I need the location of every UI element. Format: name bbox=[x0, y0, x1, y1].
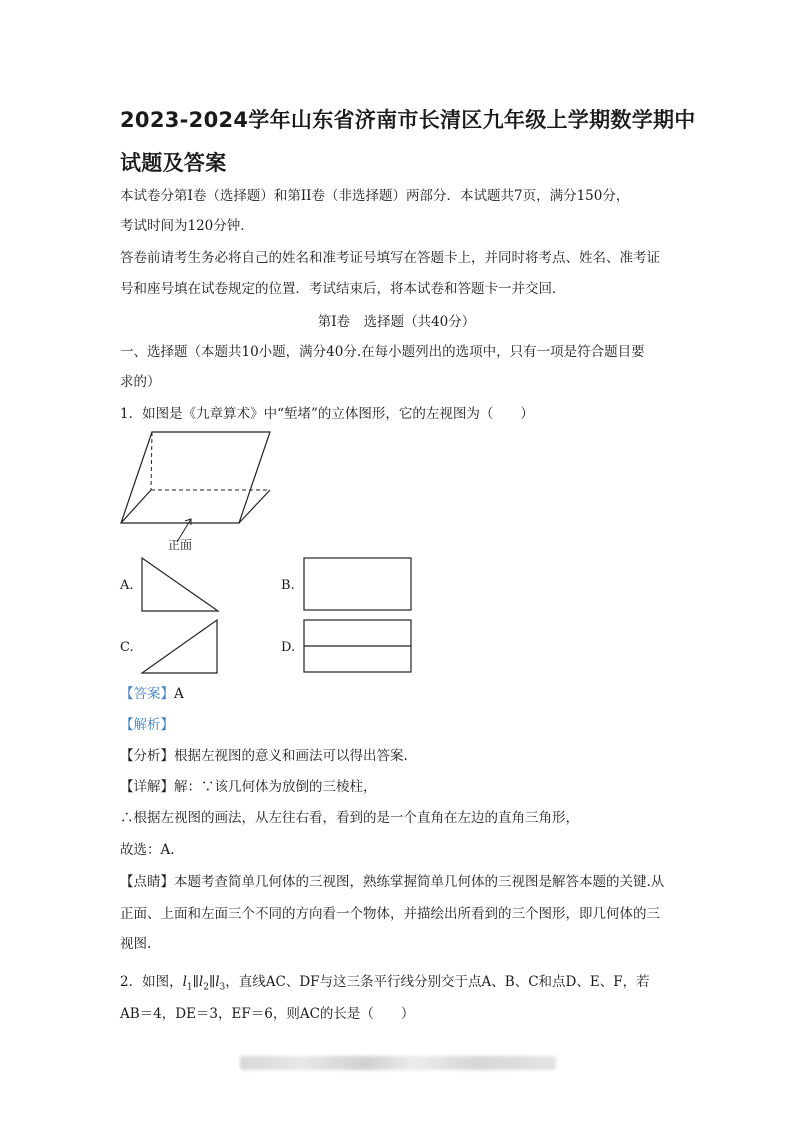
intro-line-4: 号和座号填在试卷规定的位置．考试结束后，将本试卷和答题卡一并交回． bbox=[120, 281, 566, 297]
option-a-figure bbox=[141, 557, 221, 613]
l1-sub: 1 bbox=[186, 982, 193, 993]
q2-line-2: AB＝4，DE＝3，EF＝6，则AC的长是（ ） bbox=[120, 1006, 415, 1022]
option-a-label: A. bbox=[120, 578, 134, 593]
option-c-figure bbox=[141, 619, 221, 675]
dianjing-tag: 【点睛】 bbox=[120, 874, 174, 890]
option-c-label: C. bbox=[120, 640, 134, 655]
dianjing-line-3: 视图. bbox=[120, 936, 152, 952]
l1-letter: l bbox=[182, 974, 187, 990]
fenxi-tag: 【分析】 bbox=[120, 748, 174, 764]
xiangjie-line bbox=[120, 777, 377, 797]
choice-line: 故选：A. bbox=[120, 842, 175, 858]
q2-stem bbox=[120, 972, 650, 998]
dianjing-line-1 bbox=[120, 872, 664, 892]
q2-stem-a: 2．如图， bbox=[120, 974, 183, 990]
section-title: 第Ⅰ卷 选择题（共40分） bbox=[317, 314, 476, 330]
l2-letter: l bbox=[198, 974, 204, 990]
option-d-label: D. bbox=[281, 640, 296, 655]
l2-sub: 2 bbox=[203, 982, 209, 993]
parallel-sign-2: ∥ bbox=[208, 974, 216, 990]
doc-title-line2: 试题及答案 bbox=[120, 151, 227, 175]
option-b-figure bbox=[303, 557, 413, 613]
intro-line-3: 答卷前请考生务必将自己的姓名和准考证号填写在答题卡上，并同时将考点、姓名、准考证 bbox=[120, 250, 660, 266]
intro-line-2: 考试时间为120分钟． bbox=[120, 218, 254, 234]
option-d-figure bbox=[303, 619, 413, 675]
intro-line-1: 本试卷分第Ⅰ卷（选择题）和第II卷（非选择题）两部分．本试题共7页，满分150分， bbox=[120, 188, 630, 204]
answer-tag: 【答案】 bbox=[120, 686, 174, 702]
front-view-label: 正面 bbox=[168, 538, 193, 552]
l3-letter: l bbox=[215, 974, 220, 990]
xiangjie-text: 解：∵该几何体为放倒的三棱柱， bbox=[174, 779, 377, 795]
analysis-tag: 【解析】 bbox=[120, 717, 174, 733]
parallel-sign-1: ∥ bbox=[192, 974, 199, 990]
blurred-footer bbox=[240, 1056, 556, 1070]
xiangjie-tag: 【详解】 bbox=[120, 779, 174, 795]
q2-stem-b: ，直线AC、DF与这三条平行线分别交于点A、B、C和点D、E、F，若 bbox=[225, 974, 650, 990]
solution-step-2: ∴根据左视图的画法，从左往右看，看到的是一个直角在左边的直角三角形， bbox=[120, 810, 579, 826]
l3-sub: 3 bbox=[219, 982, 226, 993]
dianjing-line-2: 正面、上面和左面三个不同的方向看一个物体，并描绘出所看到的三个图形，即几何体的三 bbox=[120, 906, 660, 922]
doc-title-line1: 2023-2024学年山东省济南市长清区九年级上学期数学期中 bbox=[120, 108, 696, 132]
answer-value: A bbox=[174, 686, 184, 702]
part1-line-2: 求的） bbox=[120, 374, 161, 390]
fenxi-line bbox=[120, 746, 408, 766]
q1-stem: 1．如图是《九章算术》中“堑堵”的立体图形，它的左视图为（ ） bbox=[120, 406, 534, 422]
dianjing-text-1: 本题考查简单几何体的三视图，熟练掌握简单几何体的三视图是解答本题的关键.从 bbox=[174, 874, 665, 890]
part1-line-1: 一、选择题（本题共10小题，满分40分.在每小题列出的选项中，只有一项是符合题目要 bbox=[120, 344, 645, 360]
option-b-label: B. bbox=[281, 578, 295, 593]
answer-line bbox=[120, 684, 184, 704]
q1-solid-figure bbox=[115, 428, 280, 528]
fenxi-text: 根据左视图的意义和画法可以得出答案. bbox=[174, 748, 408, 764]
